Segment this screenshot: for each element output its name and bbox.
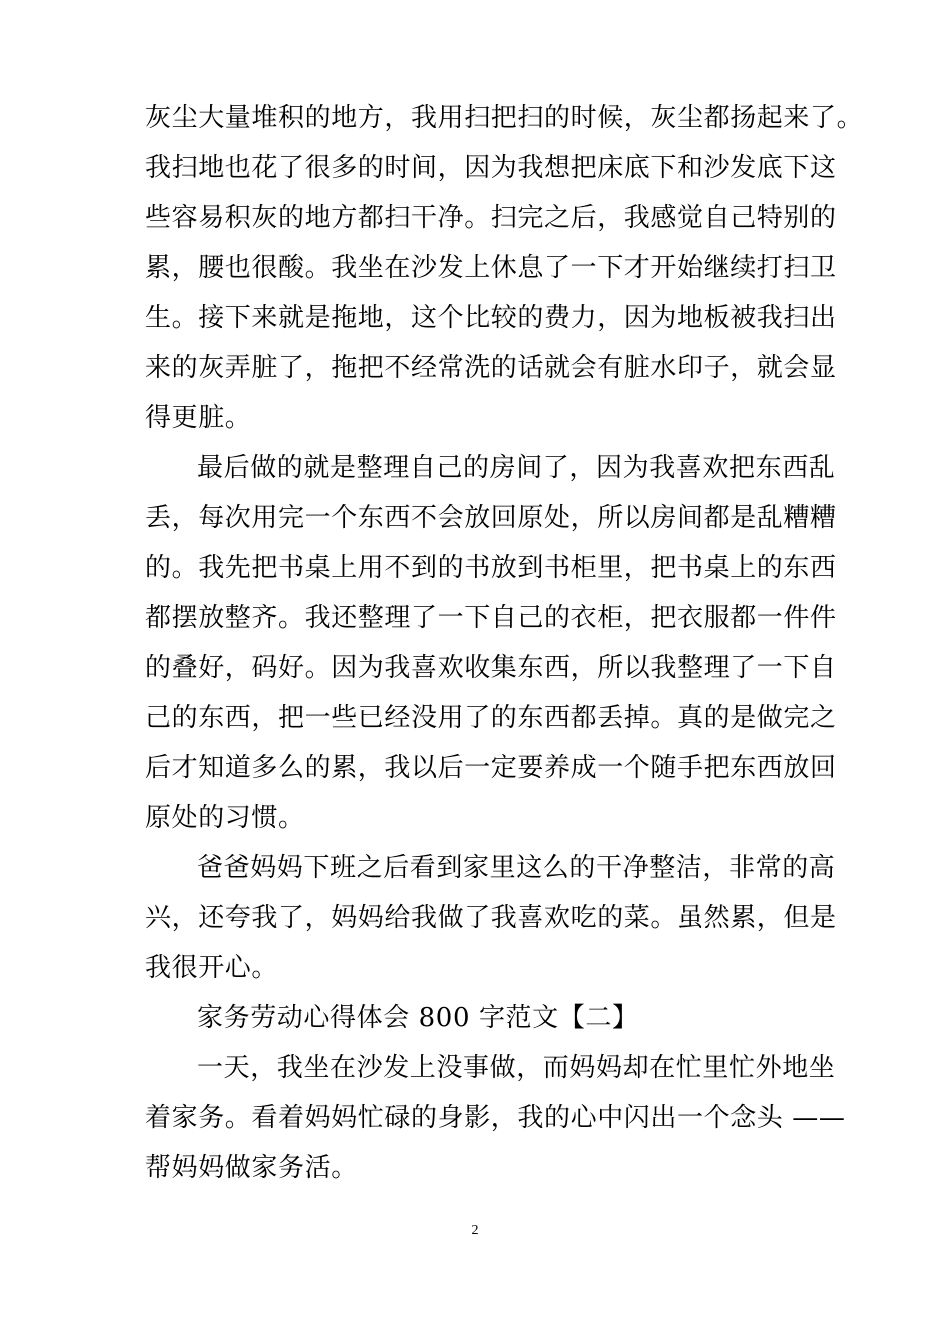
paragraph-line: 帮妈妈做家务活。 — [145, 1153, 358, 1183]
paragraph-line: 丢，每次用完一个东西不会放回原处，所以房间都是乱糟糟 — [145, 503, 837, 533]
paragraph-line: 一天，我坐在沙发上没事做，而妈妈却在忙里忙外地坐 — [197, 1053, 836, 1083]
paragraph-line: 来的灰弄脏了，拖把不经常洗的话就会有脏水印子，就会显 — [145, 353, 837, 383]
paragraph-line: 累，腰也很酸。我坐在沙发上休息了一下才开始继续打扫卫 — [145, 253, 837, 283]
paragraph-line: 生。接下来就是拖地，这个比较的费力，因为地板被我扫出 — [145, 303, 837, 333]
section-heading: 家务劳动心得体会 800 字范文【二】 — [197, 1003, 639, 1033]
paragraph-line: 的叠好，码好。因为我喜欢收集东西，所以我整理了一下自 — [145, 653, 837, 683]
paragraph-line: 后才知道多么的累，我以后一定要养成一个随手把东西放回 — [145, 753, 837, 783]
paragraph-line: 兴，还夸我了，妈妈给我做了我喜欢吃的菜。虽然累，但是 — [145, 903, 837, 933]
paragraph-line: 的。我先把书桌上用不到的书放到书柜里，把书桌上的东西 — [145, 553, 837, 583]
paragraph-line: 己的东西，把一些已经没用了的东西都丢掉。真的是做完之 — [145, 703, 837, 733]
paragraph-line: 些容易积灰的地方都扫干净。扫完之后，我感觉自己特别的 — [145, 203, 837, 233]
paragraph-line: 都摆放整齐。我还整理了一下自己的衣柜，把衣服都一件件 — [145, 603, 837, 633]
paragraph-line: 我很开心。 — [145, 953, 279, 983]
paragraph-line: 最后做的就是整理自己的房间了，因为我喜欢把东西乱 — [197, 453, 836, 483]
paragraph-line: 原处的习惯。 — [145, 803, 305, 833]
paragraph-line: 着家务。看着妈妈忙碌的身影，我的心中闪出一个念头 —— — [145, 1103, 846, 1133]
paragraph-line: 我扫地也花了很多的时间，因为我想把床底下和沙发底下这 — [145, 153, 837, 183]
paragraph-line: 得更脏。 — [145, 403, 252, 433]
page-number: 2 — [471, 1223, 479, 1238]
paragraph-line: 爸爸妈妈下班之后看到家里这么的干净整洁，非常的高 — [197, 853, 836, 883]
paragraph-line: 灰尘大量堆积的地方，我用扫把扫的时候，灰尘都扬起来了。 — [145, 103, 864, 133]
